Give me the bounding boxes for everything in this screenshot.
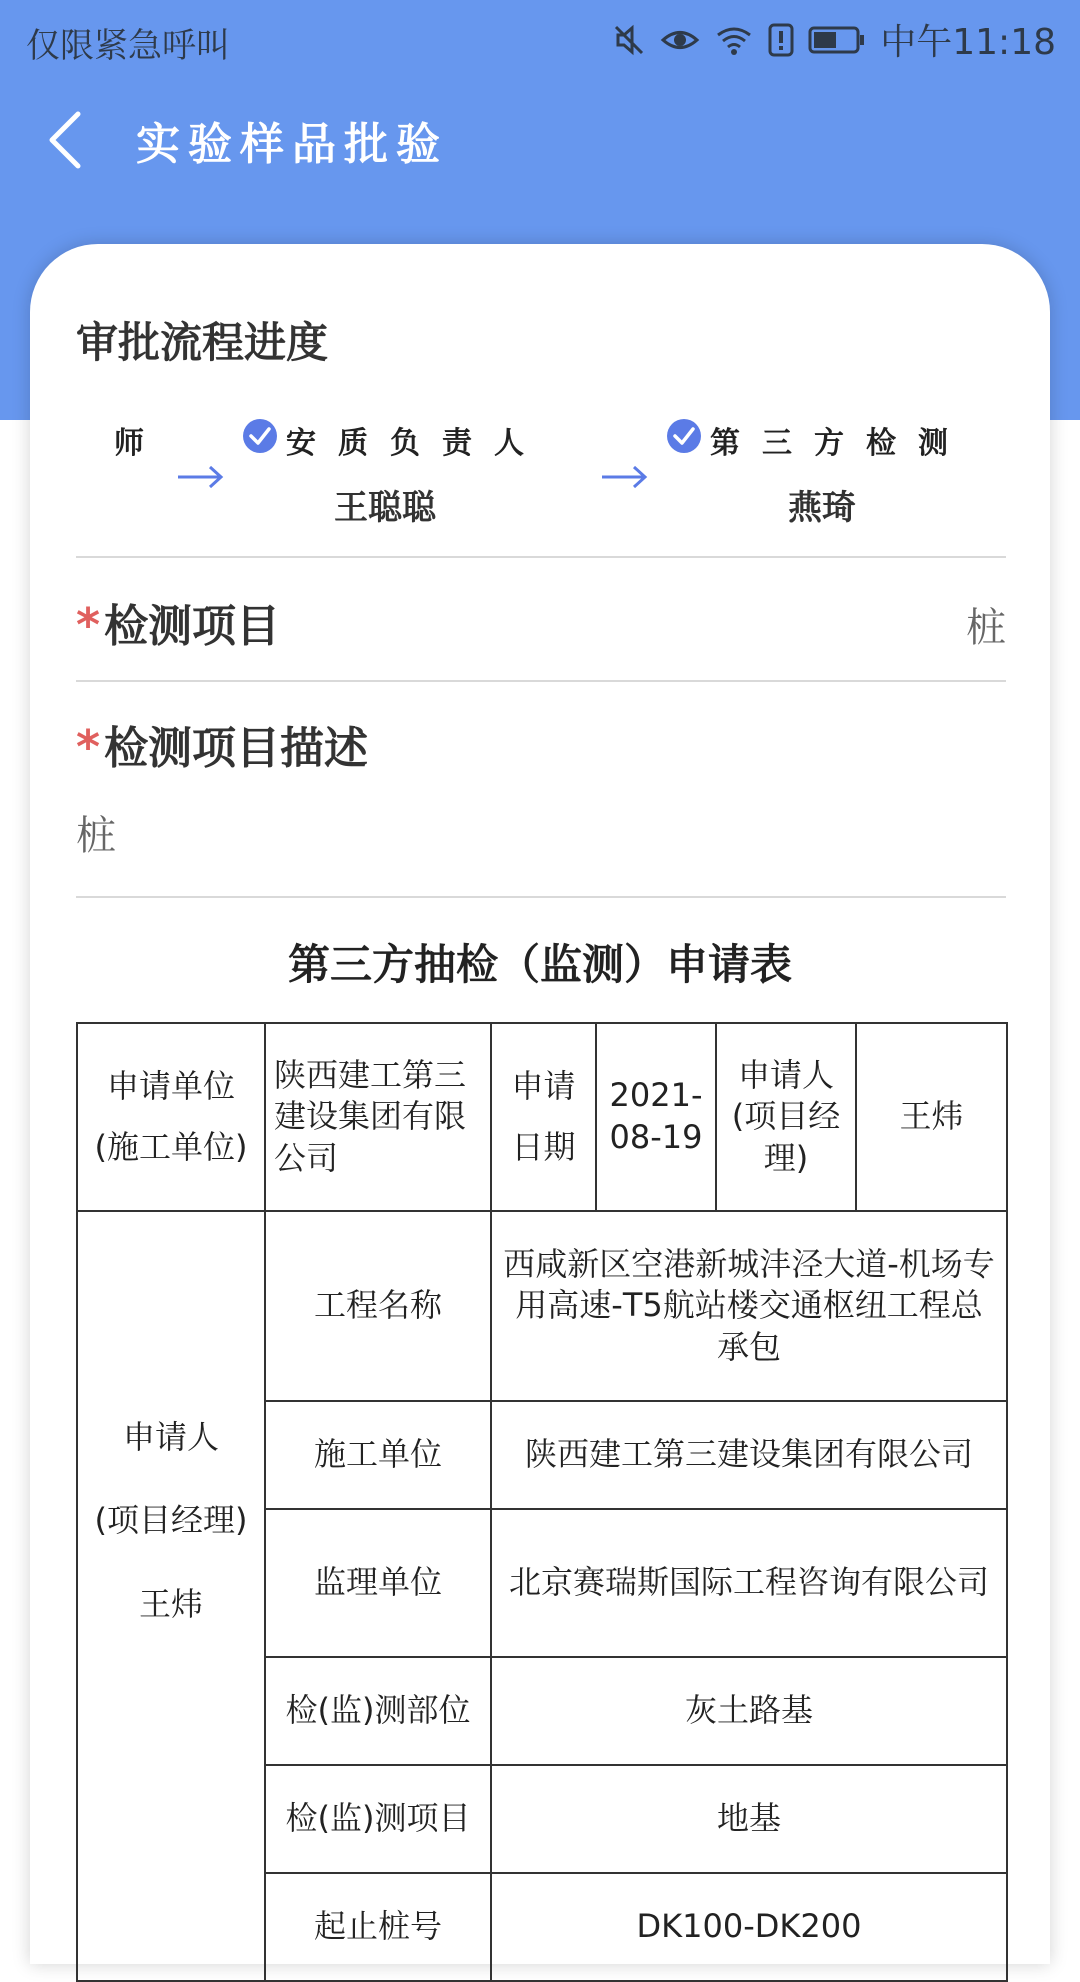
- apply-date-label-1: 申请: [511, 1067, 576, 1106]
- application-form-table: [76, 1022, 1008, 1982]
- back-button[interactable]: [40, 100, 100, 180]
- test-desc-label: [76, 712, 1006, 776]
- flow-step-1-role: 师: [114, 426, 166, 461]
- flow-step-2-role: 安质负责人: [286, 426, 546, 461]
- apply-unit-label-cell: [77, 1023, 265, 1211]
- apply-unit-label-1: 申请单位: [106, 1067, 235, 1106]
- row-label: 施工单位: [265, 1401, 491, 1509]
- required-mark: *: [76, 720, 101, 774]
- battery-icon: [808, 25, 866, 55]
- status-bar: [0, 0, 1080, 76]
- row-label: 监理单位: [265, 1509, 491, 1657]
- row-label: 起止桩号: [265, 1873, 491, 1981]
- test-desc-label-text: 检测项目描述: [104, 723, 369, 774]
- mute-icon: [612, 23, 646, 57]
- arrow-right-icon: [176, 462, 224, 492]
- divider: [76, 556, 1006, 558]
- row-value: 西咸新区空港新城沣泾大道-机场专用高速-T5航站楼交通枢纽工程总承包: [491, 1211, 1007, 1401]
- apply-unit-value: 陕西建工第三建设集团有限公司: [265, 1023, 491, 1211]
- side-line-2: (项目经理): [94, 1501, 248, 1540]
- eye-icon: [660, 23, 700, 57]
- test-desc-row[interactable]: [76, 712, 1006, 862]
- test-item-value: 桩: [966, 605, 1006, 651]
- divider: [76, 896, 1006, 898]
- apply-unit-label-2: (施工单位): [94, 1128, 248, 1166]
- test-item-label-text: 检测项目: [104, 601, 281, 652]
- applicant-label: 申请人(项目经理): [716, 1023, 856, 1211]
- divider: [76, 680, 1006, 682]
- side-line-3: 王炜: [138, 1584, 203, 1623]
- flow-step-3-role: 第三方检测: [710, 426, 970, 461]
- nav-bar: [0, 90, 1080, 200]
- side-line-1: 申请人: [122, 1418, 219, 1457]
- flow-step-2-name: 王聪聪: [334, 488, 436, 528]
- side-applicant-cell: [77, 1211, 265, 1981]
- approval-flow: [76, 404, 1006, 528]
- test-desc-value: 桩: [76, 813, 116, 859]
- flow-step-3-name: 燕琦: [788, 488, 856, 528]
- arrow-right-icon: [600, 462, 648, 492]
- alert-icon: [768, 23, 794, 57]
- approval-section-title: 审批流程进度: [76, 318, 329, 367]
- table-row: [77, 1023, 1007, 1211]
- form-title: 第三方抽检（监测）申请表: [287, 940, 792, 989]
- test-item-row[interactable]: [76, 590, 1006, 660]
- check-circle-icon: [666, 418, 702, 454]
- wifi-icon: [714, 23, 754, 57]
- test-item-label: [76, 590, 1006, 654]
- apply-date-label-2: 日期: [511, 1128, 576, 1166]
- applicant-value: 王炜: [856, 1023, 1007, 1211]
- row-value: 灰土路基: [491, 1657, 1007, 1765]
- row-label: 检(监)测部位: [265, 1657, 491, 1765]
- row-value: 北京赛瑞斯国际工程咨询有限公司: [491, 1509, 1007, 1657]
- clock-text: 中午11:18: [880, 22, 1056, 63]
- page-title: 实验样品批验: [136, 119, 448, 170]
- row-value: 地基: [491, 1765, 1007, 1873]
- table-row: [77, 1211, 1007, 1401]
- required-mark: *: [76, 598, 101, 652]
- apply-date-label-cell: [491, 1023, 596, 1211]
- row-value: DK100-DK200: [491, 1873, 1007, 1981]
- check-circle-icon: [242, 418, 278, 454]
- row-label: 检(监)测项目: [265, 1765, 491, 1873]
- row-label: 工程名称: [265, 1211, 491, 1401]
- row-value: 陕西建工第三建设集团有限公司: [491, 1401, 1007, 1509]
- chevron-left-icon: [40, 100, 100, 180]
- carrier-text: 仅限紧急呼叫: [26, 26, 230, 66]
- apply-date-value: 2021-08-19: [596, 1023, 716, 1211]
- content-card: [30, 244, 1050, 1964]
